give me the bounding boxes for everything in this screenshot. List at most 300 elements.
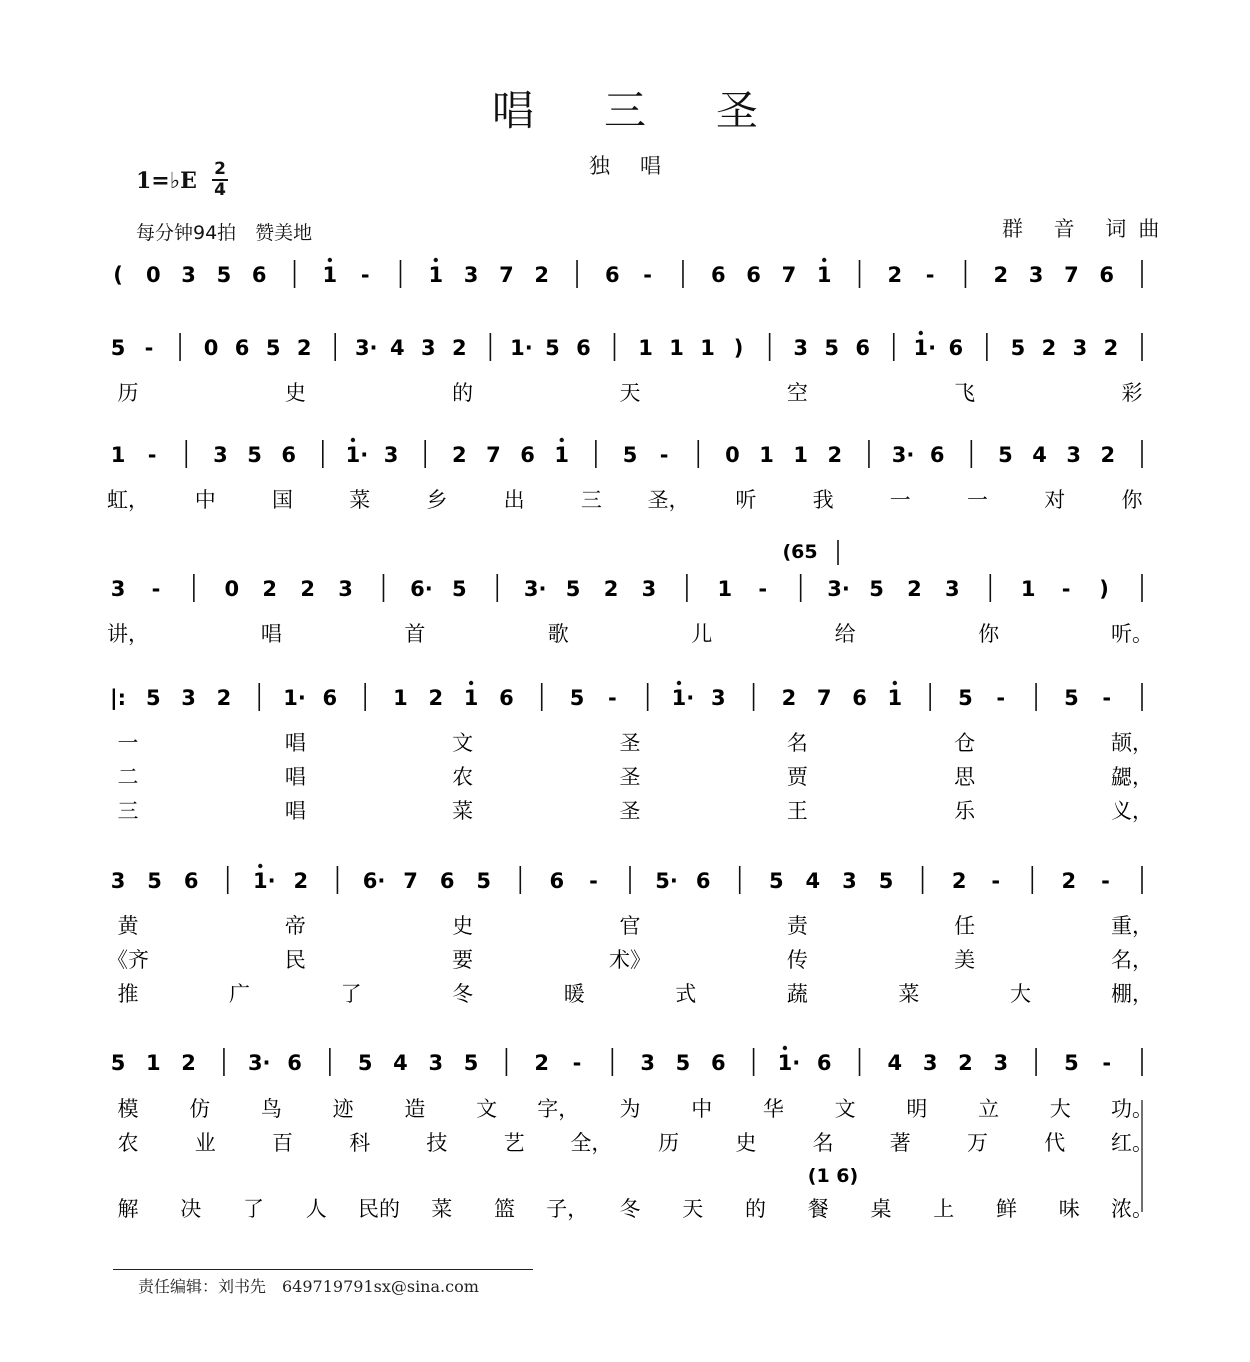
lyric-word: 传	[786, 948, 808, 972]
lyric-word: 飞	[954, 381, 976, 405]
lyric-word: 乐	[954, 799, 976, 823]
note-dash: -	[996, 686, 1006, 710]
note: 6·	[410, 577, 433, 601]
lyric-word: 解	[117, 1197, 139, 1221]
lyric-word: 空	[786, 381, 808, 405]
lyric-word: 责	[786, 914, 808, 938]
lyric-word: 《齐	[107, 948, 149, 972]
note: 1	[669, 336, 684, 360]
note: 2	[907, 577, 922, 601]
note: 3	[1072, 336, 1088, 360]
lyric-word: 帝	[284, 914, 306, 938]
note: 3·	[523, 577, 547, 601]
note: 3	[793, 336, 808, 360]
note: 2	[293, 869, 309, 893]
note: 3	[181, 686, 196, 710]
note-dash: -	[607, 686, 617, 710]
note: 5	[357, 1051, 373, 1075]
note-dash: -	[151, 577, 161, 601]
lyric-word: 菜	[898, 982, 920, 1006]
note: 4	[1032, 443, 1047, 467]
song-title: 唱三圣	[491, 86, 828, 135]
note: 2	[452, 443, 467, 467]
meter-top: 2	[214, 159, 226, 179]
lyric-word: 大	[1009, 982, 1031, 1006]
note: 3	[945, 577, 960, 601]
octave-dot	[351, 438, 355, 442]
note: 6	[816, 1051, 832, 1075]
lyric-word: 中	[194, 488, 216, 512]
lyric-word: 了	[340, 982, 362, 1006]
lyric-word: 业	[194, 1131, 216, 1155]
note: 5	[878, 869, 894, 893]
lyric-word: 名	[812, 1131, 834, 1155]
lyric-word: 要	[452, 948, 474, 972]
lyric-word: 圣	[619, 731, 641, 755]
lyric-word: 王	[786, 799, 808, 823]
note: 6	[948, 336, 964, 360]
note: 3·	[247, 1051, 271, 1075]
lyric-word: 的	[745, 1197, 766, 1221]
lyric-word: 模	[117, 1097, 139, 1121]
note-dash: -	[144, 336, 154, 360]
lyric-word: 决	[180, 1197, 202, 1221]
bracket: (	[113, 263, 123, 287]
ossia-notes: (1 6)	[807, 1165, 859, 1187]
note: 0	[145, 263, 161, 287]
lyric-word: 技	[426, 1131, 448, 1155]
lyric-word: 唱	[284, 765, 306, 789]
note: 5	[998, 443, 1013, 467]
lyric-word: 菜	[349, 488, 371, 512]
note: 1	[428, 263, 444, 287]
note: 5	[216, 263, 232, 287]
octave-dot	[677, 681, 681, 685]
note: 6	[322, 686, 338, 710]
lyric-word: 唱	[260, 622, 282, 646]
note: 5	[452, 577, 467, 601]
octave-dot	[783, 1046, 787, 1050]
note: 5	[463, 1051, 479, 1075]
lyric-word: 迹	[332, 1097, 354, 1121]
lyric-word: 人	[305, 1197, 327, 1221]
note: 1·	[283, 686, 306, 710]
note: 2	[216, 686, 232, 710]
note: 1·	[345, 443, 369, 467]
lyric-word: 蔬	[786, 982, 808, 1006]
note: 2	[603, 577, 619, 601]
lyric-word: 任	[954, 914, 976, 938]
lyric-word: 圣	[619, 799, 641, 823]
note: 1·	[510, 336, 533, 360]
lyric-word: 民的	[358, 1197, 400, 1221]
note: 6	[281, 443, 296, 467]
lyric-word: 全，	[570, 1131, 613, 1155]
note: 3	[181, 263, 196, 287]
note: 5	[476, 869, 492, 893]
note: 1·	[913, 336, 937, 360]
lyric-word: 一	[889, 488, 911, 512]
lyric-word: 冬	[619, 1197, 641, 1221]
note: 6	[499, 686, 514, 710]
note: 1	[554, 443, 570, 467]
lyric-word: 味	[1058, 1197, 1080, 1221]
note: 7	[403, 869, 418, 893]
lyric-word: 术》	[609, 948, 651, 972]
lyric-word: 代	[1044, 1131, 1066, 1155]
note: 3	[463, 263, 479, 287]
bracket: )	[1099, 577, 1109, 601]
lyric-word: 黄	[117, 914, 139, 938]
lyric-word: 歌	[547, 622, 569, 646]
lyric-word: 华	[762, 1097, 784, 1121]
lyric-word: 明	[906, 1097, 928, 1121]
lyric-word: 推	[117, 982, 139, 1006]
note: 5	[869, 577, 884, 601]
lyric-word: 听。	[1111, 622, 1153, 646]
note: 1	[700, 336, 715, 360]
note: 2	[781, 686, 797, 710]
lyric-word: 菜	[431, 1197, 453, 1221]
note: 3	[922, 1051, 938, 1075]
note: 1·	[252, 869, 276, 893]
note: 1	[717, 577, 733, 601]
note: 2	[534, 263, 550, 287]
note: 6	[710, 263, 726, 287]
octave-dot	[434, 258, 438, 262]
lyric-word: 颉，	[1111, 731, 1153, 755]
lyric-word: 三	[580, 488, 602, 512]
note: 6	[549, 869, 565, 893]
note: 2	[452, 336, 467, 360]
note: 2	[993, 263, 1009, 287]
note: 3·	[827, 577, 850, 601]
note: 2	[300, 577, 315, 601]
note-dash: -	[360, 263, 370, 287]
lyric-word: 美	[954, 948, 976, 972]
lyric-word: 菜	[452, 799, 474, 823]
note: 5	[110, 336, 126, 360]
note: 3	[383, 443, 399, 467]
note: 7	[781, 263, 797, 287]
note: 3·	[891, 443, 915, 467]
note: 7	[499, 263, 514, 287]
note: 2	[1041, 336, 1057, 360]
lyric-word: 史	[284, 381, 306, 405]
lyric-word: 给	[834, 622, 856, 646]
note-dash: -	[925, 263, 935, 287]
lyric-word: 冬	[452, 982, 474, 1006]
note: 6	[287, 1051, 302, 1075]
note: 2	[958, 1051, 973, 1075]
note: 6	[855, 336, 871, 360]
note: 2	[1103, 336, 1119, 360]
note: 4	[887, 1051, 903, 1075]
lyric-word: 万	[967, 1131, 989, 1155]
lyric-word: 历	[117, 381, 139, 405]
note: 0	[224, 577, 240, 601]
note: 1·	[671, 686, 695, 710]
song-subtitle: 独唱	[589, 154, 691, 178]
lyric-word: 史	[735, 1131, 757, 1155]
lyric-word: 大	[1049, 1097, 1071, 1121]
note: 6·	[362, 869, 386, 893]
lyric-word: 历	[658, 1131, 680, 1155]
note: 3	[1028, 263, 1044, 287]
note-dash: -	[758, 577, 768, 601]
note: |:	[109, 686, 127, 710]
note: 1	[816, 263, 832, 287]
note-dash: -	[1102, 1051, 1112, 1075]
note: 1	[463, 686, 479, 710]
note: 6	[234, 336, 250, 360]
lyric-word: 浓。	[1111, 1197, 1153, 1221]
note-dash: -	[572, 1051, 582, 1075]
lyric-word: 我	[812, 488, 834, 512]
lyric-word: 名	[786, 731, 808, 755]
note: 5·	[655, 869, 678, 893]
lyric-word: 名，	[1111, 948, 1153, 972]
lyric-word: 首	[404, 622, 426, 646]
lyric-word: 彩	[1121, 381, 1143, 405]
lyric-word: 虹，	[107, 488, 149, 512]
note: 5	[545, 336, 560, 360]
lyric-word: 篮	[494, 1197, 515, 1221]
lyric-word: 艺	[503, 1131, 525, 1155]
note: 6	[251, 263, 267, 287]
note: 5	[145, 686, 161, 710]
note: 2	[951, 869, 967, 893]
note: 5	[768, 869, 784, 893]
lyric-word: 仓	[954, 731, 976, 755]
note: 1	[393, 686, 408, 710]
note: 1	[322, 263, 338, 287]
lyric-word: 字，	[537, 1097, 580, 1121]
note: 2	[1100, 443, 1116, 467]
meter-bottom: 4	[214, 180, 226, 200]
note: 2	[428, 686, 444, 710]
note: 2	[262, 577, 278, 601]
lyric-word: 百	[271, 1131, 293, 1155]
note: 2	[534, 1051, 550, 1075]
note: 2	[296, 336, 312, 360]
lyric-word: 了	[243, 1197, 264, 1221]
note: 3	[110, 577, 126, 601]
lyric-word: 桌	[870, 1197, 892, 1221]
lyric-word: 暖	[563, 982, 585, 1006]
note: 6	[576, 336, 591, 360]
note: 5	[147, 869, 162, 893]
lyric-word: 出	[503, 488, 525, 512]
note: 3	[710, 686, 726, 710]
note: 3	[420, 336, 436, 360]
lyric-word: 民	[284, 948, 306, 972]
note: 3	[993, 1051, 1009, 1075]
note: 4	[389, 336, 405, 360]
lyric-word: 儿	[691, 622, 713, 646]
note: 6	[852, 686, 867, 710]
note: 3	[110, 869, 126, 893]
note: 5	[622, 443, 638, 467]
lyric-word: 三	[117, 799, 139, 823]
lyric-word: 天	[682, 1197, 704, 1221]
lyric-word: 重，	[1111, 914, 1153, 938]
lyric-word: 农	[117, 1131, 139, 1155]
note: 1	[638, 336, 653, 360]
key-signature: 1=♭E	[136, 168, 197, 194]
note: 7	[1064, 263, 1079, 287]
note: 3	[338, 577, 353, 601]
note: 5	[824, 336, 840, 360]
lyric-word: 的	[452, 381, 474, 405]
note: 5	[1010, 336, 1026, 360]
note: 6	[929, 443, 945, 467]
note: 4	[393, 1051, 408, 1075]
note: 5	[110, 1051, 126, 1075]
lyric-word: 子，	[546, 1197, 589, 1221]
lyric-word: 立	[978, 1097, 1000, 1121]
note: 5	[1064, 686, 1079, 710]
lyric-word: 一	[117, 731, 139, 755]
note: 1	[145, 1051, 161, 1075]
tempo-marking: 每分钟94拍 赞美地	[136, 222, 313, 244]
note: 2	[887, 263, 903, 287]
note: 6	[695, 869, 711, 893]
lyric-word: 圣，	[647, 488, 690, 512]
octave-dot	[328, 258, 332, 262]
lyric-word: 中	[691, 1097, 713, 1121]
note-dash: -	[659, 443, 669, 467]
note: 2	[1061, 869, 1077, 893]
lyric-word: 思	[954, 765, 976, 789]
lyric-word: 功。	[1111, 1097, 1153, 1121]
note: 0	[725, 443, 740, 467]
octave-dot	[919, 331, 923, 335]
octave-dot	[822, 258, 826, 262]
note: 3	[842, 869, 857, 893]
note: 5	[1064, 1051, 1079, 1075]
lyric-word: 勰，	[1111, 765, 1153, 789]
note: 7	[486, 443, 501, 467]
note: 3	[213, 443, 228, 467]
lyric-word: 鲜	[996, 1197, 1017, 1221]
ossia-prefix: (65	[782, 541, 818, 563]
note: 6	[746, 263, 761, 287]
lyric-word: 贾	[786, 765, 808, 789]
lyric-word: 红。	[1111, 1131, 1153, 1155]
note: 3·	[354, 336, 378, 360]
lyric-word: 官	[619, 914, 641, 938]
lyric-word: 著	[889, 1131, 911, 1155]
lyric-word: 餐	[807, 1197, 829, 1221]
note: 6	[520, 443, 535, 467]
lyric-word: 广	[229, 982, 251, 1006]
lyric-word: 一	[967, 488, 989, 512]
editor-credit: 责任编辑：刘书先 649719791sx@sina.com	[138, 1277, 479, 1296]
lyric-word: 你	[1121, 488, 1143, 512]
note: 2	[827, 443, 843, 467]
note: 2	[181, 1051, 196, 1075]
bracket: )	[733, 336, 744, 360]
note-dash: -	[643, 263, 653, 287]
note-dash: -	[147, 443, 157, 467]
lyric-word: 对	[1044, 488, 1066, 512]
lyric-word: 乡	[426, 488, 448, 512]
note-dash: -	[589, 869, 598, 893]
note: 1	[759, 443, 774, 467]
composer-credit: 群 音 词曲	[1002, 217, 1172, 241]
note-dash: -	[991, 869, 1001, 893]
note: 6	[605, 263, 620, 287]
lyric-word: 二	[117, 765, 139, 789]
octave-dot	[258, 864, 262, 868]
note: 6	[710, 1051, 726, 1075]
note: 3	[428, 1051, 444, 1075]
footer-divider	[113, 1269, 533, 1270]
note: 5	[675, 1051, 691, 1075]
note: 0	[203, 336, 219, 360]
lyric-word: 为	[619, 1097, 641, 1121]
note: 4	[805, 869, 821, 893]
octave-dot	[893, 681, 897, 685]
lyric-word: 式	[675, 982, 697, 1006]
lyric-word: 文	[452, 731, 474, 755]
lyric-word: 国	[271, 488, 293, 512]
note: 5	[569, 686, 585, 710]
note: 5	[565, 577, 581, 601]
lyric-word: 史	[452, 914, 474, 938]
octave-dot	[469, 681, 473, 685]
note: 3	[641, 577, 657, 601]
octave-dot	[560, 438, 564, 442]
lyric-word: 天	[619, 381, 641, 405]
note: 6	[183, 869, 199, 893]
lyric-word: 鸟	[260, 1097, 282, 1121]
lyric-word: 听	[735, 488, 757, 512]
note: 1	[110, 443, 126, 467]
lyric-word: 唱	[284, 731, 306, 755]
lyric-word: 科	[349, 1131, 371, 1155]
lyric-word: 义，	[1111, 799, 1153, 823]
note: 5	[247, 443, 262, 467]
note: 1	[887, 686, 903, 710]
note: 1·	[777, 1051, 801, 1075]
note: 5	[958, 686, 973, 710]
note: 5	[265, 336, 281, 360]
lyric-word: 文	[476, 1097, 498, 1121]
note: 3	[640, 1051, 655, 1075]
lyric-word: 上	[933, 1197, 955, 1221]
note: 1	[793, 443, 808, 467]
note-dash: -	[1061, 577, 1071, 601]
note: 1	[1020, 577, 1036, 601]
note-dash: -	[1102, 686, 1112, 710]
lyric-word: 造	[404, 1097, 426, 1121]
note: 3	[1066, 443, 1082, 467]
lyric-word: 棚，	[1111, 982, 1153, 1006]
note: 6	[1099, 263, 1115, 287]
lyric-word: 你	[978, 622, 1000, 646]
lyric-word: 唱	[284, 799, 306, 823]
lyric-word: 圣	[619, 765, 641, 789]
lyric-word: 讲，	[107, 622, 149, 646]
lyric-word: 仿	[189, 1097, 211, 1121]
lyric-word: 农	[452, 765, 474, 789]
note: 7	[816, 686, 832, 710]
lyric-word: 文	[834, 1097, 856, 1121]
note: 6	[439, 869, 455, 893]
note-dash: -	[1101, 869, 1110, 893]
